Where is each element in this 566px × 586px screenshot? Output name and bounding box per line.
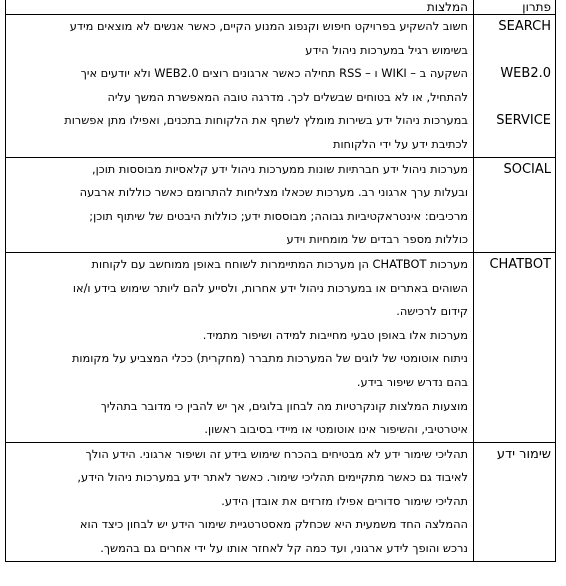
table-row-service bbox=[6, 109, 556, 157]
term-chatbot: CHATBOT bbox=[489, 256, 551, 272]
rec-line: ובעלות ערך ארגוני רב. מערכות שכאלו מצליחות להתרומם כאשר כוללות ארבעה bbox=[79, 185, 468, 200]
rec-line: בהם נדרש שיפור בידע. bbox=[356, 374, 468, 389]
rec-line: קידום לרכישה. bbox=[396, 304, 468, 319]
rec-line: איטרטיבי, והשיפור אינו אוטומטי או מיידי בסיבוב ראשון. bbox=[204, 422, 468, 437]
rec-line: חשוב להשקיע בפרויקט חיפוש וקנפוג המנוע הקיים, כאשר אנשים לא מוצאים מידע bbox=[69, 19, 468, 33]
rec-line: מערכות אלו באופן טבעי מחייבות למידה ושיפור מתמיד. bbox=[202, 327, 468, 342]
rec-line: לכתיבת ידע על ידי הלקוחות bbox=[332, 136, 468, 151]
rec-line: תהליכי שימור סדורים אפילו מזרזים את אובדן הידע. bbox=[221, 493, 468, 508]
term-social: SOCIAL bbox=[503, 161, 551, 177]
rec-line: מרכיבים: אינטראקטיביות גבוהה; מבוססות ידע; כוללות היבטים של שיתוף תוכן; bbox=[89, 208, 468, 223]
rec-line: תהליכי שימור ידע לא מבטיחים בהכרח שימוש בידע זה ושיפור ארגוני. הידע הולך bbox=[85, 446, 468, 461]
rec-line: לאיבוד גם כאשר מתקיימים תהליכי שימור. כאשר לאתר ידע במערכות ניהול הידע, bbox=[77, 470, 468, 485]
table-row-knowledge-retention bbox=[6, 442, 556, 561]
table-row-chatbot bbox=[6, 252, 556, 442]
table-header-row bbox=[6, 0, 556, 15]
term-service: SERVICE bbox=[496, 113, 551, 129]
term-web20: WEB2.0 bbox=[500, 66, 551, 82]
term-knowledge-retention: שימור ידע bbox=[496, 446, 551, 462]
rec-line: בשימוש רגיל במערכות ניהול הידע bbox=[305, 42, 468, 57]
rec-line: כוללות מספר רבדים של מומחיות וידע bbox=[286, 232, 468, 247]
rec-line: נרכש והופך לידע ארגוני, ועד כמה קל לאחזר אותו על ידי אחרים גם בהמשך. bbox=[100, 541, 468, 556]
recommendations-table bbox=[5, 0, 556, 562]
header-recommendations: המלצות bbox=[6, 0, 474, 15]
table-row-social bbox=[6, 157, 556, 252]
header-term: פתרון bbox=[474, 0, 556, 15]
rec-line: מוצעות המלצות קונקרטיות מה לבחון בלוגים, אך יש להבין כי מדובר בתהליך bbox=[100, 398, 468, 413]
table-row-search bbox=[6, 15, 556, 63]
rec-line: מערכות ניהול ידע חברתיות שונות ממערכות ניהול ידע קלאסיות מבוססות תוכן, bbox=[91, 161, 468, 176]
rec-line: השוהים באתרים או במערכות ניהול ידע אחרות, ולסייע להם ליותר שימוש בידע ו/או bbox=[72, 280, 468, 295]
rec-line: להתחיל, או לא בטוחים שבשלים לכך. מדרגה טובה המאפשרת המשך עליה bbox=[107, 89, 468, 104]
term-search: SEARCH bbox=[498, 19, 551, 34]
rec-line: במערכות ניהול ידע בשירות מומלץ לשתף את הלקוחות בתכנים, ואפילו מתן אפשרות bbox=[64, 113, 468, 128]
rec-line: מערכות CHATBOT הן מערכות המתיימרות לשוחח באופן ממוחשב עם לקוחות bbox=[91, 256, 468, 271]
rec-line: ההמלצה החד משמעית היא שכחלק מאסטרטגיית שימור הידע יש לבחון כיצד הוא bbox=[79, 517, 468, 532]
rec-line: ניתוח אוטומטי של לוגים של המערכות מתברר (מחקרית) ככלי המצביע על מקומות bbox=[71, 351, 468, 366]
table-row-web20 bbox=[6, 62, 556, 109]
rec-line: השקעה ב – WIKI ו – RSS תחילה כאשר ארגונים רוצים WEB2.0 ולא יודעים איך bbox=[80, 66, 468, 81]
